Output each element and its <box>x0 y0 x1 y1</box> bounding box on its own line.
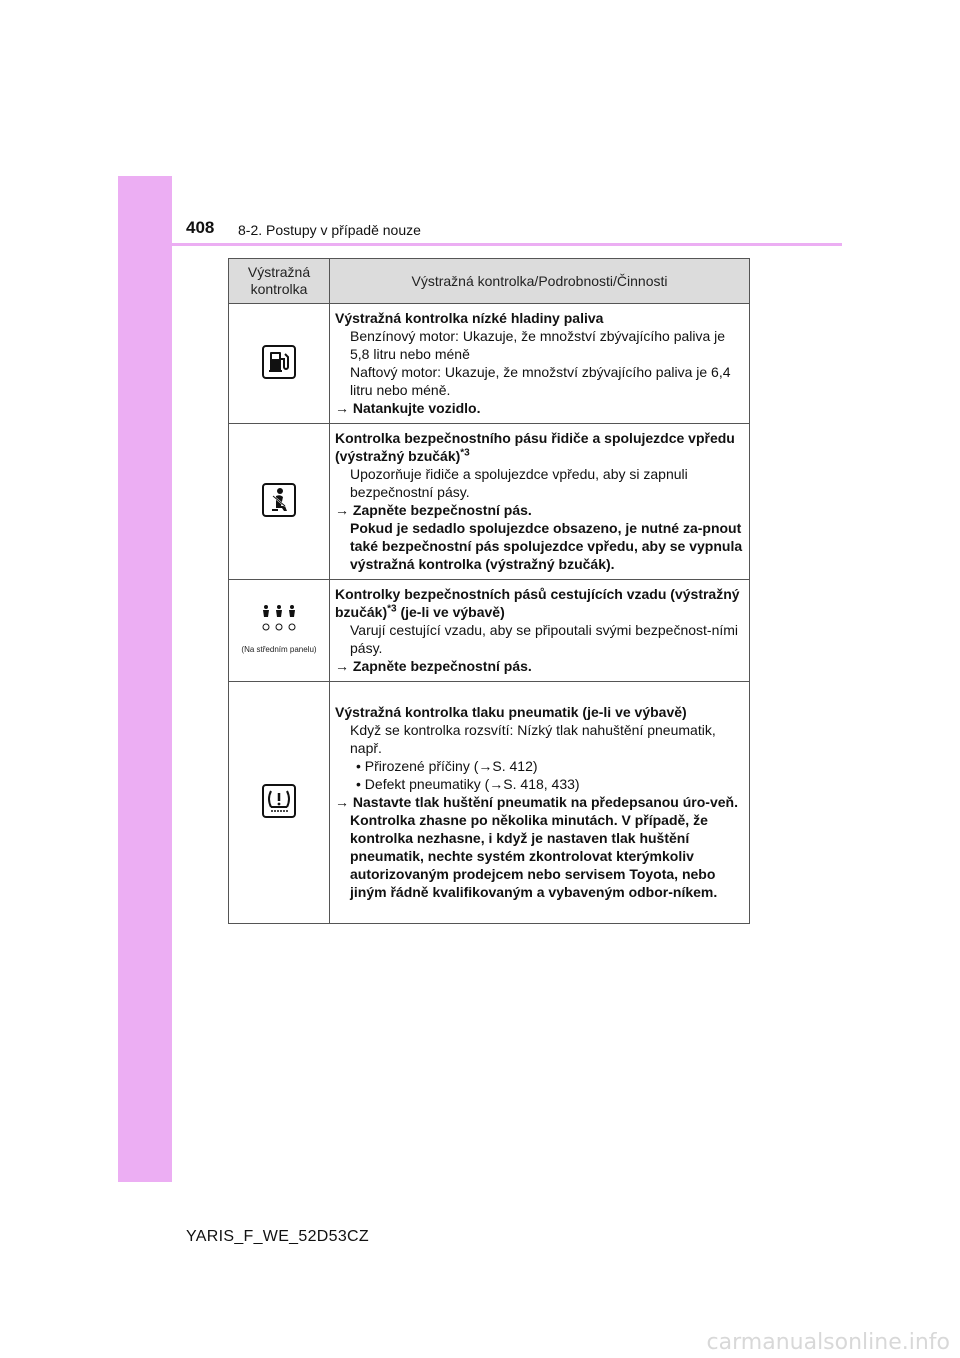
row-title: Výstražná kontrolka tlaku pneumatik (je-li ve výbavě) <box>335 704 687 720</box>
arrow-icon: → <box>335 794 349 810</box>
header-rule <box>118 243 842 246</box>
chapter-sidebar-tab <box>118 176 172 1182</box>
row-action <box>335 399 745 417</box>
row-action-text: Zapněte bezpečnostní pás. <box>352 502 532 518</box>
warning-light-table <box>228 258 750 924</box>
icon-cell <box>229 682 330 924</box>
row-title-suffix: (je-li ve výbavě) <box>396 604 505 620</box>
document-code: YARIS_F_WE_52D53CZ <box>186 1228 369 1245</box>
row-desc: Upozorňuje řidiče a spolujezdce vpředu, aby si zapnuli bezpečnostní pásy. <box>350 466 688 500</box>
row-title-text: Kontrolka bezpečnostního pásu řidiče a spolujezdce vpředu (výstražný bzučák) <box>335 430 735 464</box>
tire-pressure-icon <box>262 784 296 822</box>
rear-seatbelt-icon <box>259 603 299 637</box>
row-desc: Naftový motor: Ukazuje, že množství zbývajícího paliva je 6,4 litru nebo méně. <box>350 364 731 398</box>
description-cell <box>330 424 750 580</box>
row-action-text: Nastavte tlak huštění pneumatik na předepsanou úro-veň. <box>352 794 738 810</box>
row-title <box>335 429 745 465</box>
footnote-marker: *3 <box>460 447 470 459</box>
row-bullet: • Přirozené příčiny (→S. 412) <box>356 758 538 774</box>
table-row <box>229 580 750 682</box>
fuel-pump-icon <box>262 345 296 383</box>
row-desc: Když se kontrolka rozsvítí: Nízký tlak nahuštění pneumatik, např. <box>350 722 716 756</box>
arrow-icon: → <box>335 502 349 518</box>
description-cell <box>330 580 750 682</box>
row-bullet: • Defekt pneumatiky (→S. 418, 433) <box>356 776 580 792</box>
table-row <box>229 424 750 580</box>
arrow-icon: → <box>335 658 349 674</box>
row-action <box>335 793 745 811</box>
seatbelt-icon <box>262 483 296 521</box>
row-title <box>335 585 745 621</box>
footnote-marker: *3 <box>387 603 397 615</box>
page-number: 408 <box>186 218 215 237</box>
row-action <box>335 657 745 675</box>
table-row <box>229 304 750 424</box>
row-desc: Benzínový motor: Ukazuje, že množství zbývajícího paliva je 5,8 litru nebo méně <box>350 328 726 362</box>
row-action <box>335 501 745 519</box>
row-title-text: Kontrolky bezpečnostních pásů cestujících vzadu (výstražný bzučák) <box>335 586 740 620</box>
row-action-text: Natankujte vozidlo. <box>352 400 481 416</box>
icon-location-note: (Na středním panelu) <box>241 644 317 654</box>
row-title: Výstražná kontrolka nízké hladiny paliva <box>335 310 604 326</box>
table-header-row <box>229 259 750 304</box>
watermark: carmanualsonline.info <box>706 1330 950 1355</box>
description-cell <box>330 304 750 424</box>
description-cell <box>330 682 750 924</box>
table-row <box>229 682 750 924</box>
row-desc: Varují cestující vzadu, aby se připoutali svými bezpečnost-ními pásy. <box>350 622 739 656</box>
row-action-detail: Pokud je sedadlo spolujezdce obsazeno, je nutné za-pnout také bezpečnostní pás spolujezdce vpředu, aby se vypnula výstražná kontrolka (výstražný bzučák). <box>350 520 743 572</box>
row-action-text: Zapněte bezpečnostní pás. <box>352 658 532 674</box>
header-warning-light: Výstražná kontrolka <box>229 259 330 304</box>
section-title: 8-2. Postupy v případě nouze <box>238 222 421 238</box>
icon-cell <box>229 580 330 682</box>
row-action-detail: Kontrolka zhasne po několika minutách. V případě, že kontrolka nezhasne, i když je nastaven tlak huštění pneumatik, nechte systém zkontrolovat kterýmkoliv autorizovaným prodejcem nebo servisem Toyota, nebo jiným řádně kvalifikovaným a vybaveným odbor-níkem. <box>350 812 718 900</box>
arrow-icon: → <box>335 400 349 416</box>
icon-cell <box>229 304 330 424</box>
header-details: Výstražná kontrolka/Podrobnosti/Činnosti <box>330 259 750 304</box>
icon-cell <box>229 424 330 580</box>
